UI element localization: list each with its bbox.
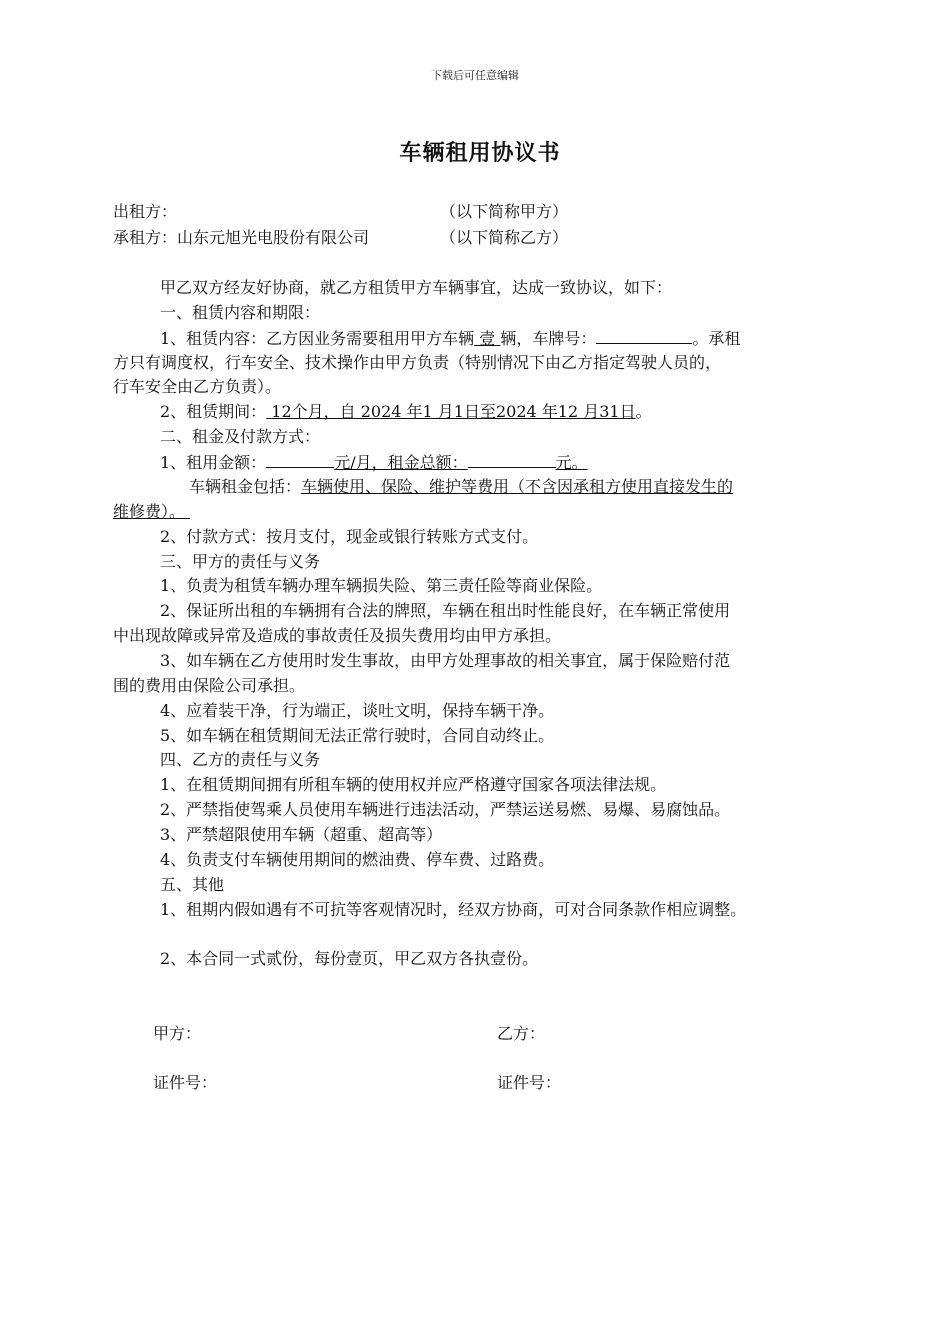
section-1-item-2: 2、租赁期间： 12个月，自 2024 年1 月1日至2024 年12 月31日。	[160, 402, 652, 421]
lessee-name: 山东元旭光电股份有限公司	[177, 228, 370, 247]
section-3-heading: 三、甲方的责任与义务	[160, 552, 321, 571]
section-3-item-3-line-1: 3、如车辆在乙方使用时发生事故，由甲方处理事故的相关事宜，属于保险赔付范	[160, 651, 731, 670]
rent-amount-label: 1、租用金额：	[160, 453, 267, 472]
lessee-alias: （以下简称乙方）	[440, 228, 569, 247]
total-rent-blank	[468, 452, 556, 468]
lessor-label: 出租方：	[113, 202, 178, 221]
rent-includes-line-2: 维修费）。	[113, 502, 186, 521]
section-3-item-2-line-2: 中出现故障或异常及造成的事故责任及损失费用均由甲方承担。	[113, 626, 562, 645]
rental-period-value: 12个月，自 2024 年1 月1日至2024 年12 月31日	[271, 402, 636, 421]
header-note: 下载后可任意编辑	[431, 69, 519, 82]
vehicle-quantity: 壹	[479, 329, 496, 348]
lessor-alias: （以下简称甲方）	[440, 202, 569, 221]
section-3-item-1: 1、负责为租赁车辆办理车辆损失险、第三责任险等商业保险。	[160, 576, 603, 595]
section-4-item-2: 2、严禁指使驾乘人员使用车辆进行违法活动，严禁运送易燃、易爆、易腐蚀品。	[160, 800, 731, 819]
section-1-item-1-line-2: 方只有调度权，行车安全、技术操作由甲方负责（特别情况下由乙方指定驾驶人员的，	[113, 353, 722, 372]
plate-number-blank	[596, 328, 692, 344]
section-1-item-1-line-3: 行车安全由乙方负责）。	[113, 377, 282, 396]
section-1-item-1-line-1	[160, 328, 740, 349]
currency-unit: 元。	[555, 453, 588, 472]
section-5-item-1: 1、租期内假如遇有不可抗等客观情况时，经双方协商，可对合同条款作相应调整。	[160, 900, 747, 919]
document-title: 车辆租用协议书	[399, 140, 561, 166]
party-b-id-label: 证件号：	[497, 1073, 562, 1092]
section-4-item-1: 1、在租赁期间拥有所租车辆的使用权并应严格遵守国家各项法律法规。	[160, 775, 667, 794]
total-rent-label: 元/月，租金总额：	[334, 453, 468, 472]
party-b-signature-label: 乙方：	[497, 1024, 546, 1043]
section-2-item-2: 2、付款方式：按月支付，现金或银行转账方式支付。	[160, 527, 539, 546]
lessee-label: 承租方：	[113, 228, 178, 247]
section-4-heading: 四、乙方的责任与义务	[160, 750, 321, 769]
section-5-item-2: 2、本合同一式贰份，每份壹页，甲乙双方各执壹份。	[160, 949, 539, 968]
section-3-item-4: 4、应着装干净，行为端正，谈吐文明，保持车辆干净。	[160, 701, 555, 720]
rent-includes-line-1	[189, 477, 733, 497]
section-3-item-5: 5、如车辆在租赁期间无法正常行驶时，合同自动终止。	[160, 726, 555, 745]
intro-paragraph: 甲乙双方经友好协商，就乙方租赁甲方车辆事宜，达成一致协议，如下：	[160, 278, 673, 297]
section-4-item-3: 3、严禁超限使用车辆（超重、超高等）	[160, 825, 443, 844]
section-3-item-2-line-1: 2、保证所出租的车辆拥有合法的牌照，车辆在租出时性能良好，在车辆正常使用	[160, 601, 731, 620]
rent-includes-value: 车辆使用、保险、维护等费用（不含因承租方使用直接发生的	[301, 477, 734, 496]
section-5-heading: 五、其他	[160, 875, 225, 894]
rental-period-label: 2、租赁期间：	[160, 402, 267, 421]
lessee-rights-start: 。承租	[692, 329, 741, 348]
section-4-item-4: 4、负责支付车辆使用期间的燃油费、停车费、过路费。	[160, 850, 555, 869]
section-2-heading: 二、租金及付款方式：	[160, 427, 321, 446]
lessee-line	[113, 228, 369, 248]
section-1-heading: 一、租赁内容和期限：	[160, 303, 321, 322]
party-a-signature-label: 甲方：	[153, 1024, 202, 1043]
rent-includes-label: 车辆租金包括：	[189, 477, 302, 496]
section-2-item-1	[160, 452, 588, 473]
plate-number-label: 辆，车牌号：	[500, 329, 597, 348]
rental-content-text: 1、租赁内容：乙方因业务需要租用甲方车辆	[160, 329, 475, 348]
section-3-item-3-line-2: 围的费用由保险公司承担。	[113, 676, 306, 695]
monthly-rent-blank	[266, 452, 334, 468]
party-a-id-label: 证件号：	[153, 1073, 218, 1092]
